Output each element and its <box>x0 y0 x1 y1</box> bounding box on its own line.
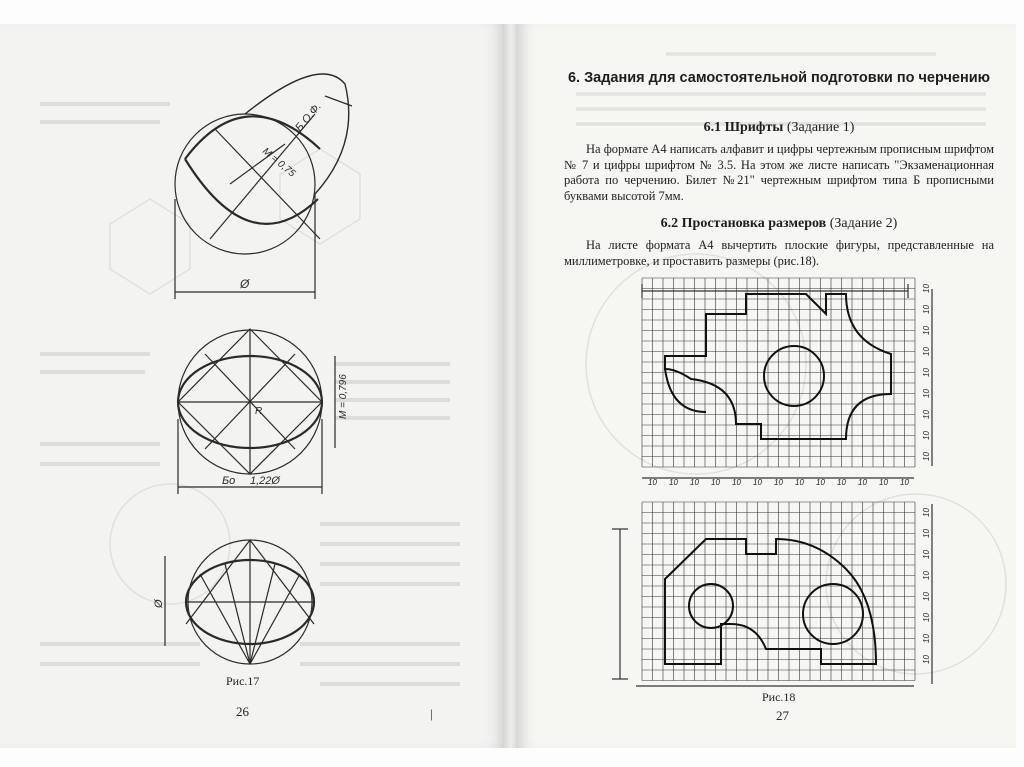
dimension-label-10: 10 <box>922 508 931 517</box>
graph-paper-figure-bottom <box>516 24 1016 748</box>
figure-17-caption: Рис.17 <box>226 674 260 688</box>
section-6-1-title-bold: 6.1 Шрифты <box>703 120 784 135</box>
dimension-label-10: 10 <box>922 634 931 643</box>
dimension-label-10: 10 <box>711 478 720 487</box>
fig2-label-m: М = 0,796 <box>338 374 349 419</box>
fig3-label-diam: Ø <box>153 599 165 608</box>
fig1-label-m: М = 0,75 <box>260 145 298 180</box>
right-page <box>516 24 1016 748</box>
fig2-label-dim: 1,22Ø <box>250 475 280 487</box>
fig2-label-r: R <box>255 406 263 417</box>
dimension-label-10: 10 <box>922 305 931 314</box>
dimension-label-10: 10 <box>922 368 931 377</box>
dimension-label-10: 10 <box>922 410 931 419</box>
dimension-label-10: 10 <box>858 478 867 487</box>
fig2-label-bo: Бо <box>222 475 236 487</box>
section-6-1-text: На формате А4 написать алфавит и цифры чертежным прописным шрифтом № 7 и цифры шрифтом № 3.5. На этом же листе написать "Экзаменационная работа по черчению. Билет №21" чертежным шрифтом типа Б прописными буквами высотой 7мм. <box>564 142 994 203</box>
dimension-label-10: 10 <box>922 592 931 601</box>
dimension-label-10: 10 <box>922 452 931 461</box>
dimension-label-10: 10 <box>837 478 846 487</box>
section-6-2-text: На листе формата А4 вычертить плоские фигуры, представленные на миллиметровке, и проставить размеры (рис.18). <box>564 238 994 268</box>
dimension-label-10: 10 <box>774 478 783 487</box>
dimension-label-10: 10 <box>922 571 931 580</box>
section-6-1-title-rest: (Задание 1) <box>783 120 855 135</box>
section-6-2-title-rest: (Задание 2) <box>826 216 898 231</box>
dimension-label-10: 10 <box>922 655 931 664</box>
dimension-label-10: 10 <box>922 284 931 293</box>
page-edge-mark: | <box>430 706 433 721</box>
section-6-2-title-bold: 6.2 Простановка размеров <box>660 216 827 231</box>
dimension-label-10: 10 <box>922 347 931 356</box>
dimension-label-10: 10 <box>732 478 741 487</box>
figure-18-caption: Рис.18 <box>762 690 796 704</box>
dimension-label-10: 10 <box>753 478 762 487</box>
figure-17-bottom-drawing <box>0 24 506 748</box>
dimension-label-10: 10 <box>922 613 931 622</box>
fig1-label-bo: Б.О.Ф. <box>293 100 324 134</box>
dimension-label-10: 10 <box>922 389 931 398</box>
dimension-label-10: 10 <box>922 326 931 335</box>
dimension-label-10: 10 <box>690 478 699 487</box>
fig1-label-diam: Ø <box>240 277 250 291</box>
right-page-number: 27 <box>776 708 789 723</box>
left-page <box>0 24 506 748</box>
dimension-label-10: 10 <box>648 478 657 487</box>
dimension-label-10: 10 <box>879 478 888 487</box>
dimension-label-10: 10 <box>669 478 678 487</box>
dimension-label-10: 10 <box>922 529 931 538</box>
dimension-label-10: 10 <box>795 478 804 487</box>
dimension-label-10: 10 <box>900 478 909 487</box>
dimension-label-10: 10 <box>816 478 825 487</box>
dimension-label-10: 10 <box>922 431 931 440</box>
section-6-heading: 6. Задания для самостоятельной подготовки по черчению <box>567 70 991 86</box>
dimension-label-10: 10 <box>922 550 931 559</box>
left-page-number: 26 <box>236 704 249 719</box>
